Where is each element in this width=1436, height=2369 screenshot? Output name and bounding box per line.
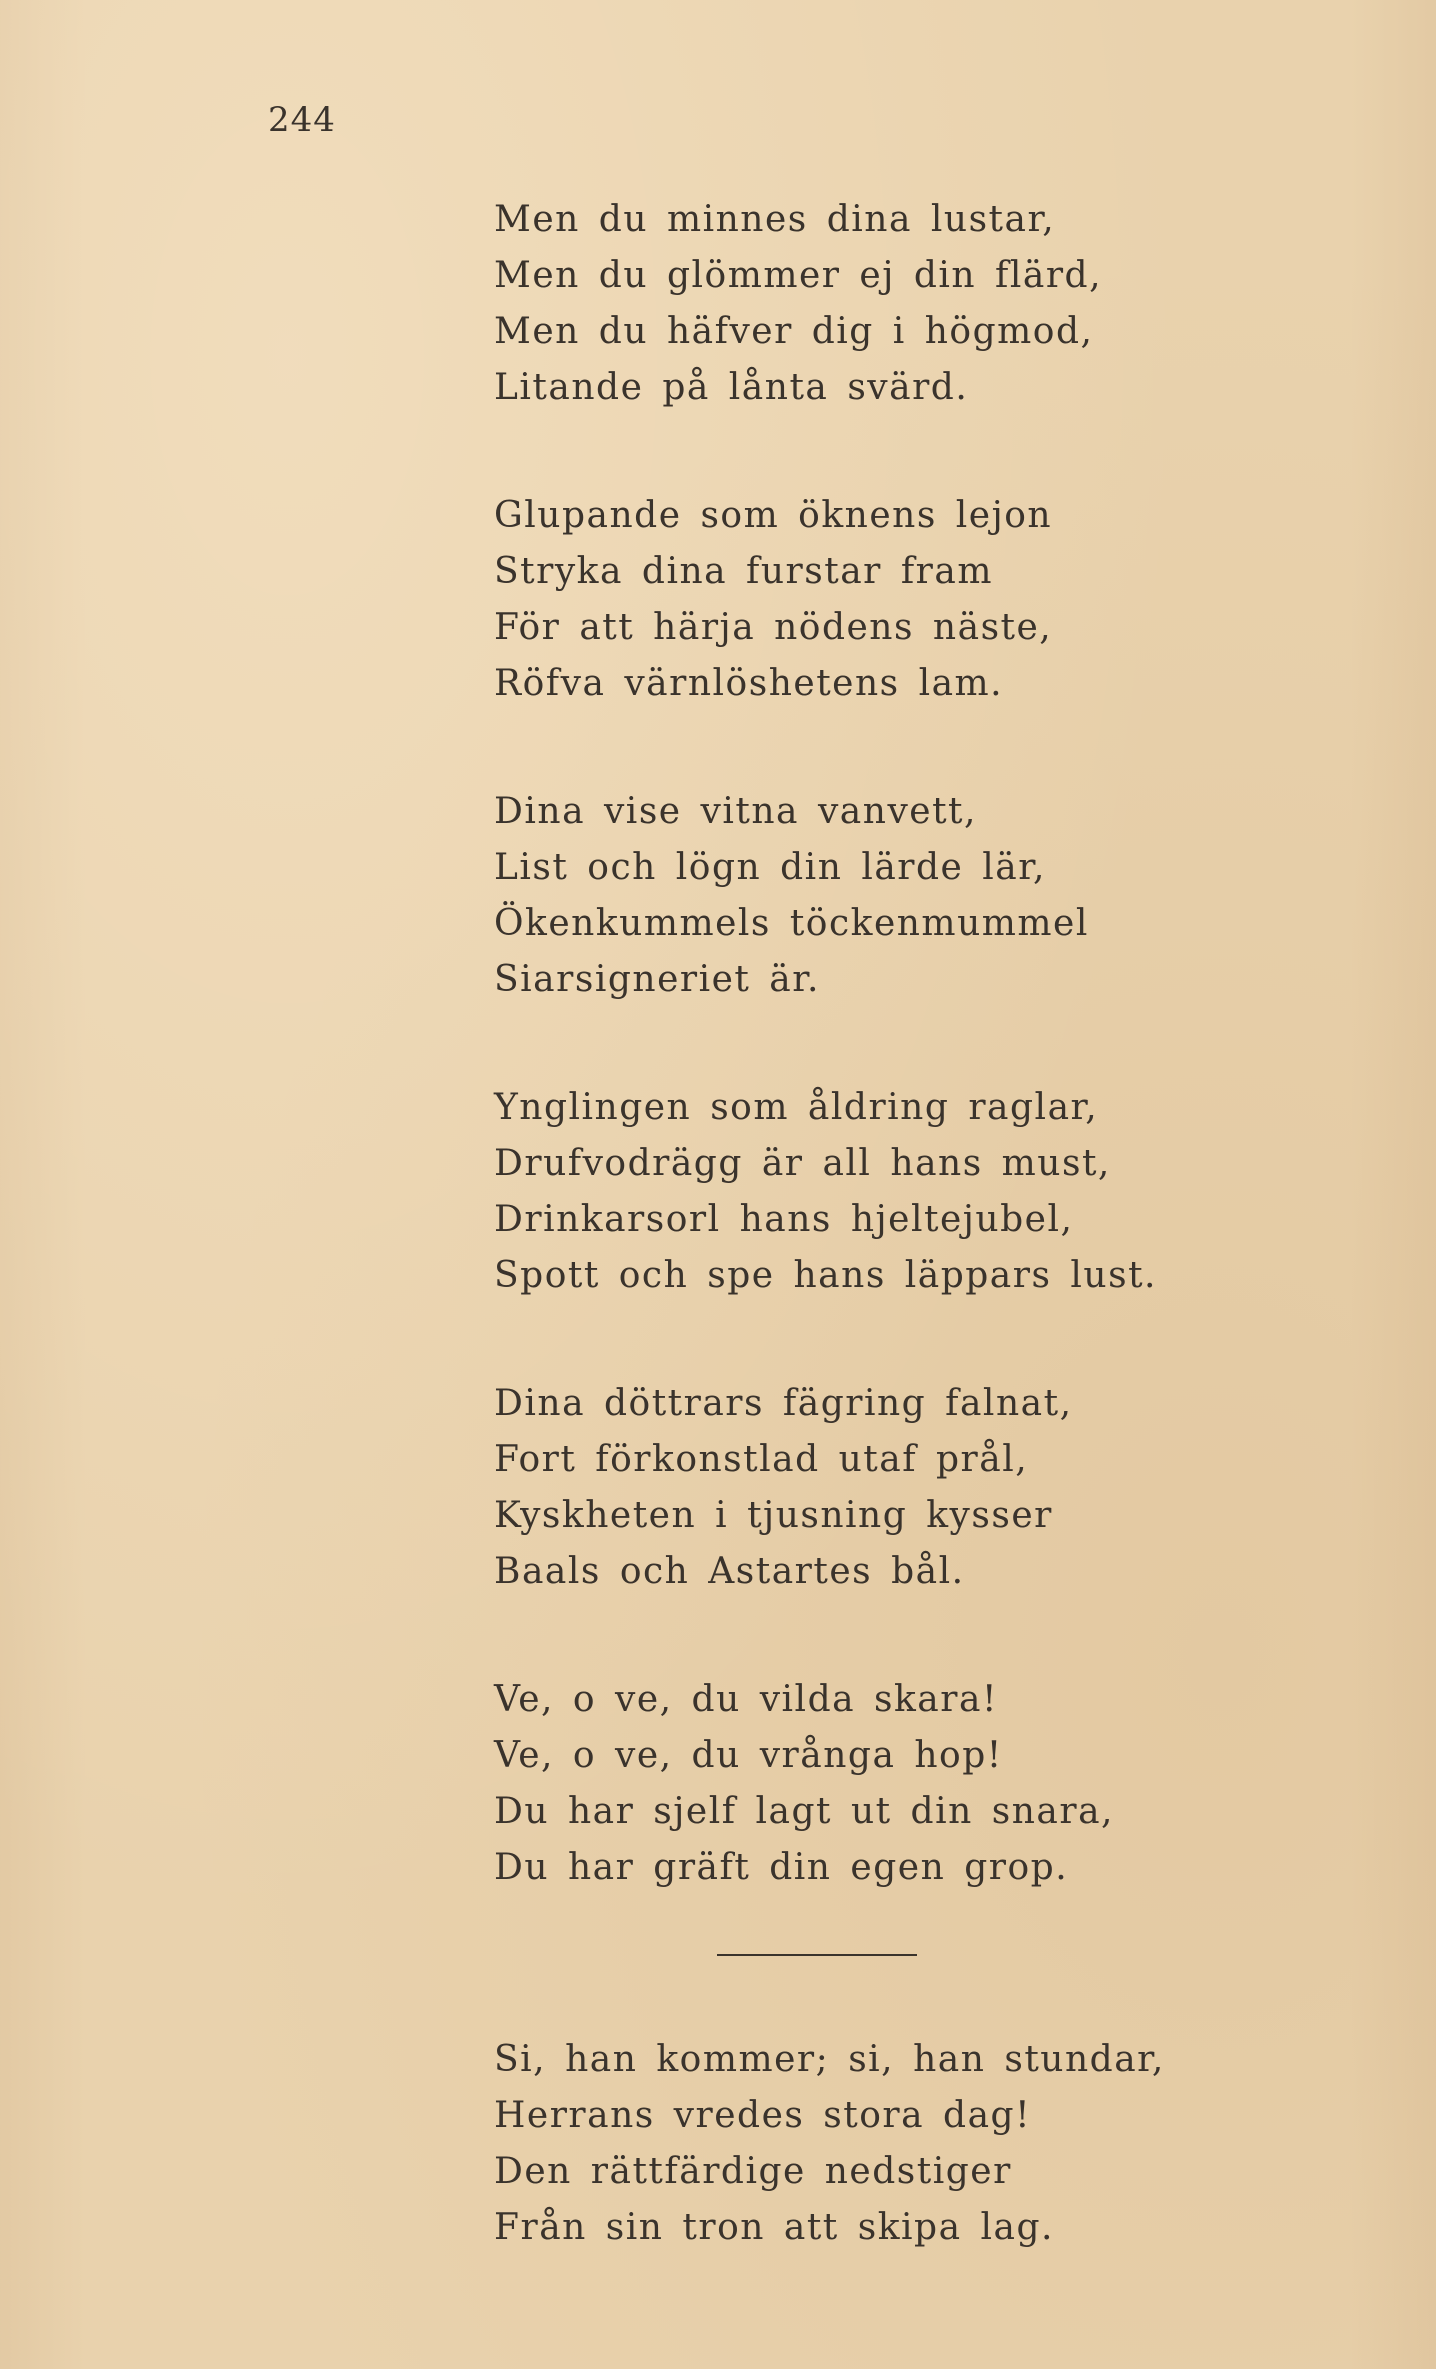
poem-line: List och lögn din lärde lär, — [494, 847, 1046, 888]
stanza-4 — [494, 1080, 1374, 1304]
poem-line: Si, han kommer; si, han stundar, — [494, 2039, 1165, 2080]
poem-line: Ökenkummels töckenmummel — [494, 903, 1089, 944]
poem-line: Drufvodrägg är all hans must, — [494, 1143, 1111, 1184]
poem-line: Men du glömmer ej din flärd, — [494, 255, 1103, 296]
stanza-7 — [494, 2032, 1374, 2256]
poem-line: Herrans vredes stora dag! — [494, 2095, 1032, 2136]
stanza-1 — [494, 192, 1374, 416]
stanza-6 — [494, 1672, 1374, 1896]
poem-line: Dina vise vitna vanvett, — [494, 791, 977, 832]
poem-line: Drinkarsorl hans hjeltejubel, — [494, 1199, 1074, 1240]
poem-line: Fort förkonstlad utaf prål, — [494, 1439, 1029, 1480]
poem-line: Ynglingen som åldring raglar, — [494, 1087, 1099, 1128]
poem-line: Kyskheten i tjusning kysser — [494, 1495, 1053, 1536]
poem-line: Stryka dina furstar fram — [494, 551, 993, 592]
stanza-3 — [494, 784, 1374, 1008]
stanza-2 — [494, 488, 1374, 712]
page-number: 244 — [268, 100, 336, 140]
poem-line: Röfva värnlöshetens lam. — [494, 663, 1004, 704]
poem-line: Dina döttrars fägring falnat, — [494, 1383, 1073, 1424]
poem-line: Men du minnes dina lustar, — [494, 199, 1056, 240]
poem-line: Ve, o ve, du vilda skara! — [494, 1679, 998, 1720]
poem — [494, 192, 1374, 2256]
poem-line: Glupande som öknens lejon — [494, 495, 1053, 536]
poem-line: Från sin tron att skipa lag. — [494, 2207, 1054, 2248]
poem-line: Du har gräft din egen grop. — [494, 1847, 1069, 1888]
poem-line: Litande på lånta svärd. — [494, 367, 969, 408]
poem-line: Du har sjelf lagt ut din snara, — [494, 1791, 1114, 1832]
poem-line: Baals och Astartes bål. — [494, 1551, 965, 1592]
poem-line: Men du häfver dig i högmod, — [494, 311, 1094, 352]
poem-line: Siarsigneriet är. — [494, 959, 820, 1000]
stanza-5 — [494, 1376, 1374, 1600]
poem-line: För att härja nödens näste, — [494, 607, 1053, 648]
poem-line: Ve, o ve, du vrånga hop! — [494, 1735, 1003, 1776]
poem-line: Spott och spe hans läppars lust. — [494, 1255, 1157, 1296]
poem-line: Den rättfärdige nedstiger — [494, 2151, 1012, 2192]
section-divider — [717, 1954, 917, 1956]
